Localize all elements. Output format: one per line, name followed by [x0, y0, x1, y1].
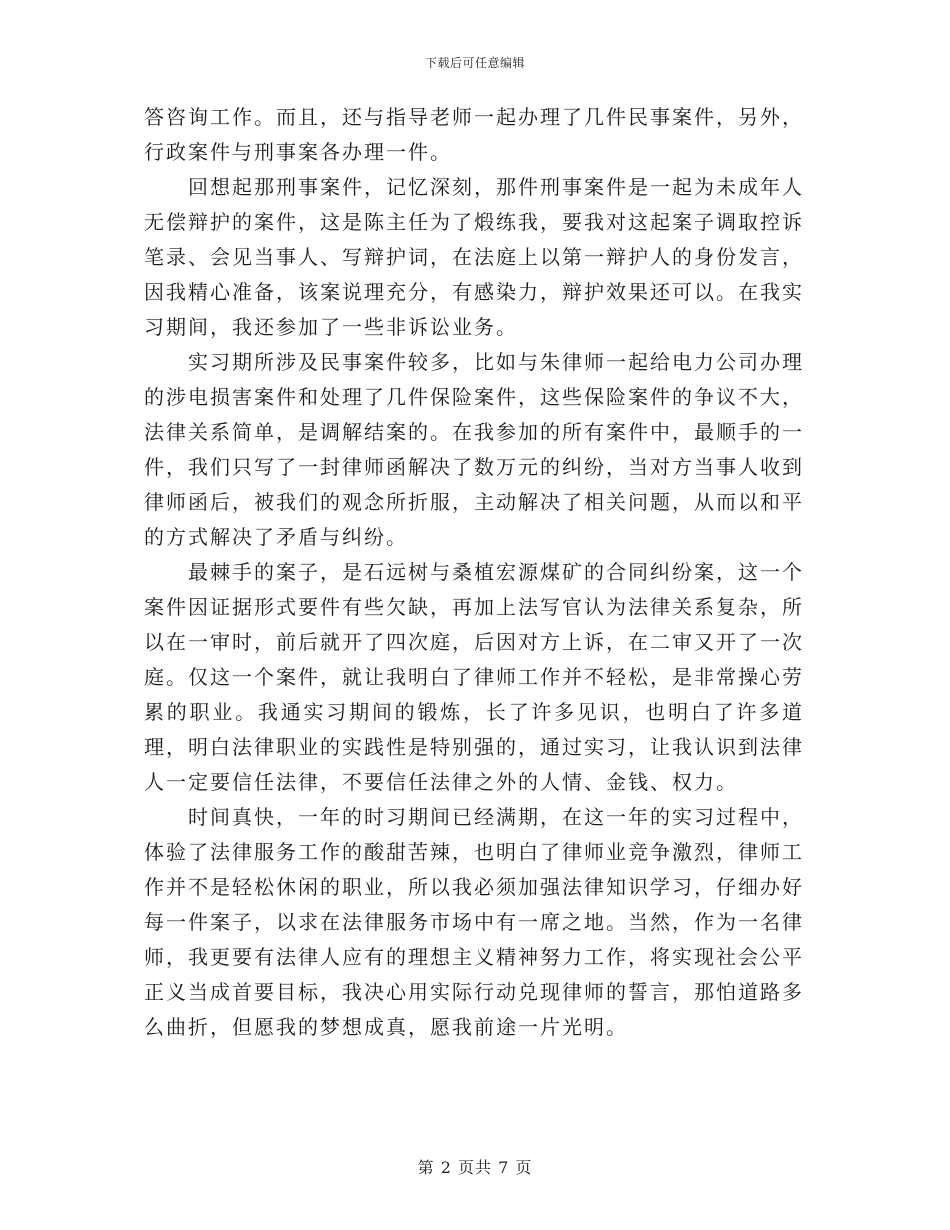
- paragraph-4: 最棘手的案子，是石远树与桑植宏源煤矿的合同纠纷案，这一个案件因证据形式要件有些欠缺，再加上法写官认为法律关系复杂，所以在一审时，前后就开了四次庭，后因对方上诉，在二审又开了一次庭。仅这一个案件，就让我明白了律师工作并不轻松，是非常操心劳累的职业。我通实习期间的锻炼，长了许多见识，也明白了许多道理，明白法律职业的实践性是特别强的，通过实习，让我认识到法律人一定要信任法律，不要信任法律之外的人情、金钱、权力。: [144, 560, 804, 794]
- paragraph-1: 答咨询工作。而且，还与指导老师一起办理了几件民事案件，另外，行政案件与刑事案各办理一件。: [144, 105, 804, 164]
- page-header: 下载后可任意编辑: [424, 56, 525, 70]
- paragraph-2: 回想起那刑事案件，记忆深刻，那件刑事案件是一起为未成年人无偿辩护的案件，这是陈主任为了煅练我，要我对这起案子调取控诉笔录、会见当事人、写辩护词，在法庭上以第一辩护人的身份发言，因我精心准备，该案说理充分，有感染力，辩护效果还可以。在我实习期间，我还参加了一些非诉讼业务。: [144, 175, 804, 339]
- paragraph-5: 时间真快，一年的时习期间已经满期，在这一年的实习过程中，体验了法律服务工作的酸甜苦辣，也明白了律师业竞争激烈，律师工作并不是轻松休闲的职业，所以我必须加强法律知识学习，仔细办好每一件案子，以求在法律服务市场中有一席之地。当然，作为一名律师，我更要有法律人应有的理想主义精神努力工作，将实现社会公平正义当成首要目标，我决心用实际行动兑现律师的誓言，那怕道路多么曲折，但愿我的梦想成真，愿我前途一片光明。: [144, 805, 804, 1039]
- document-body: [144, 100, 804, 1045]
- paragraph-3: 实习期所涉及民事案件较多，比如与朱律师一起给电力公司办理的涉电损害案件和处理了几件保险案件，这些保险案件的争议不大，法律关系简单，是调解结案的。在我参加的所有案件中，最顺手的一件，我们只写了一封律师函解决了数万元的纠纷，当对方当事人收到律师函后，被我们的观念所折服，主动解决了相关问题，从而以和平的方式解决了矛盾与纠纷。: [144, 350, 804, 549]
- page-footer: 第 2 页共 7 页: [417, 1158, 533, 1177]
